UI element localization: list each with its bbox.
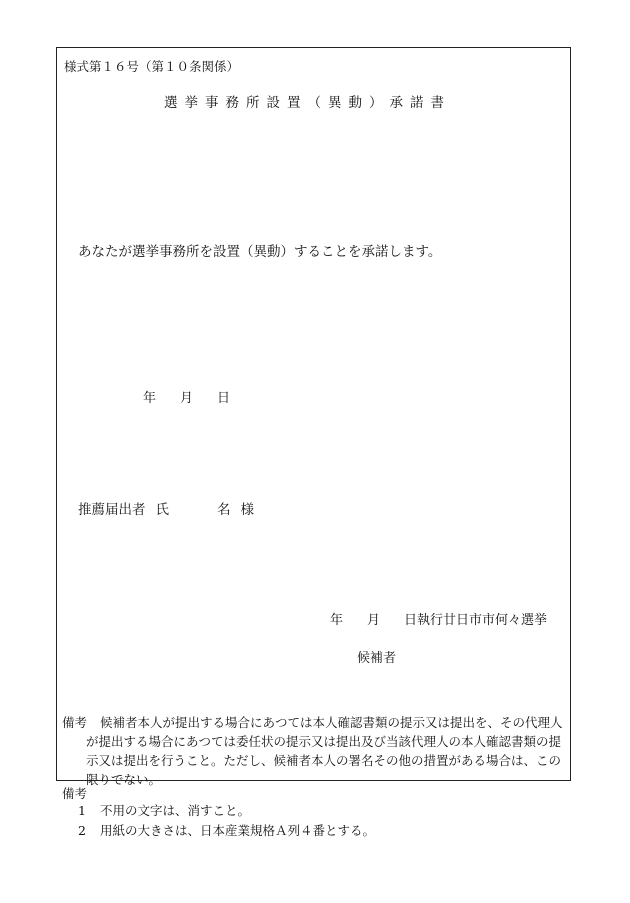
- note-number: 2: [78, 823, 86, 838]
- name-label-1: 氏: [155, 502, 169, 518]
- date-year-label: 年: [143, 391, 157, 406]
- date-day-label: 日: [217, 391, 231, 406]
- consent-statement: あなたが選挙事務所を設置（異動）することを承諾します。: [78, 244, 442, 260]
- election-title: 日執行廿日市市何々選挙: [404, 613, 548, 628]
- note-text: 不用の文字は、消すこと。: [100, 803, 251, 818]
- issuer-month-label: 月: [367, 613, 381, 628]
- inner-remarks: [62, 713, 567, 789]
- issuer-year-label: 年: [330, 613, 344, 628]
- recipient-line: [78, 502, 254, 518]
- name-label-2: 名: [217, 502, 231, 518]
- candidate-label: 候補者: [357, 651, 397, 666]
- recipient-label: 推薦届出者: [78, 502, 146, 518]
- note-item: [78, 803, 250, 818]
- honorific: 様: [240, 502, 254, 518]
- note-number: 1: [78, 803, 86, 818]
- outer-remarks-label: 備考: [62, 786, 88, 801]
- date-line: [143, 391, 230, 407]
- inner-remarks-text: 候補者本人が提出する場合にあつては本人確認書類の提示又は提出を、その代理人が提出する場合にあつては委任状の提示又は提出及び当該代理人の本人確認書類の提示又は提出を行うこと。ただし、候補者本人の署名その他の措置がある場合は、この限りでない。: [86, 715, 563, 787]
- inner-remarks-label: 備考: [62, 715, 88, 730]
- issuer-date-line: [330, 613, 547, 629]
- note-text: 用紙の大きさは、日本産業規格Ａ列４番とする。: [100, 823, 376, 838]
- form-number: 様式第１６号（第１０条関係）: [64, 59, 240, 74]
- note-item: [78, 823, 375, 838]
- document-title: 選挙事務所設置（異動）承諾書: [164, 95, 451, 111]
- date-month-label: 月: [180, 391, 194, 406]
- form-frame: [56, 47, 571, 781]
